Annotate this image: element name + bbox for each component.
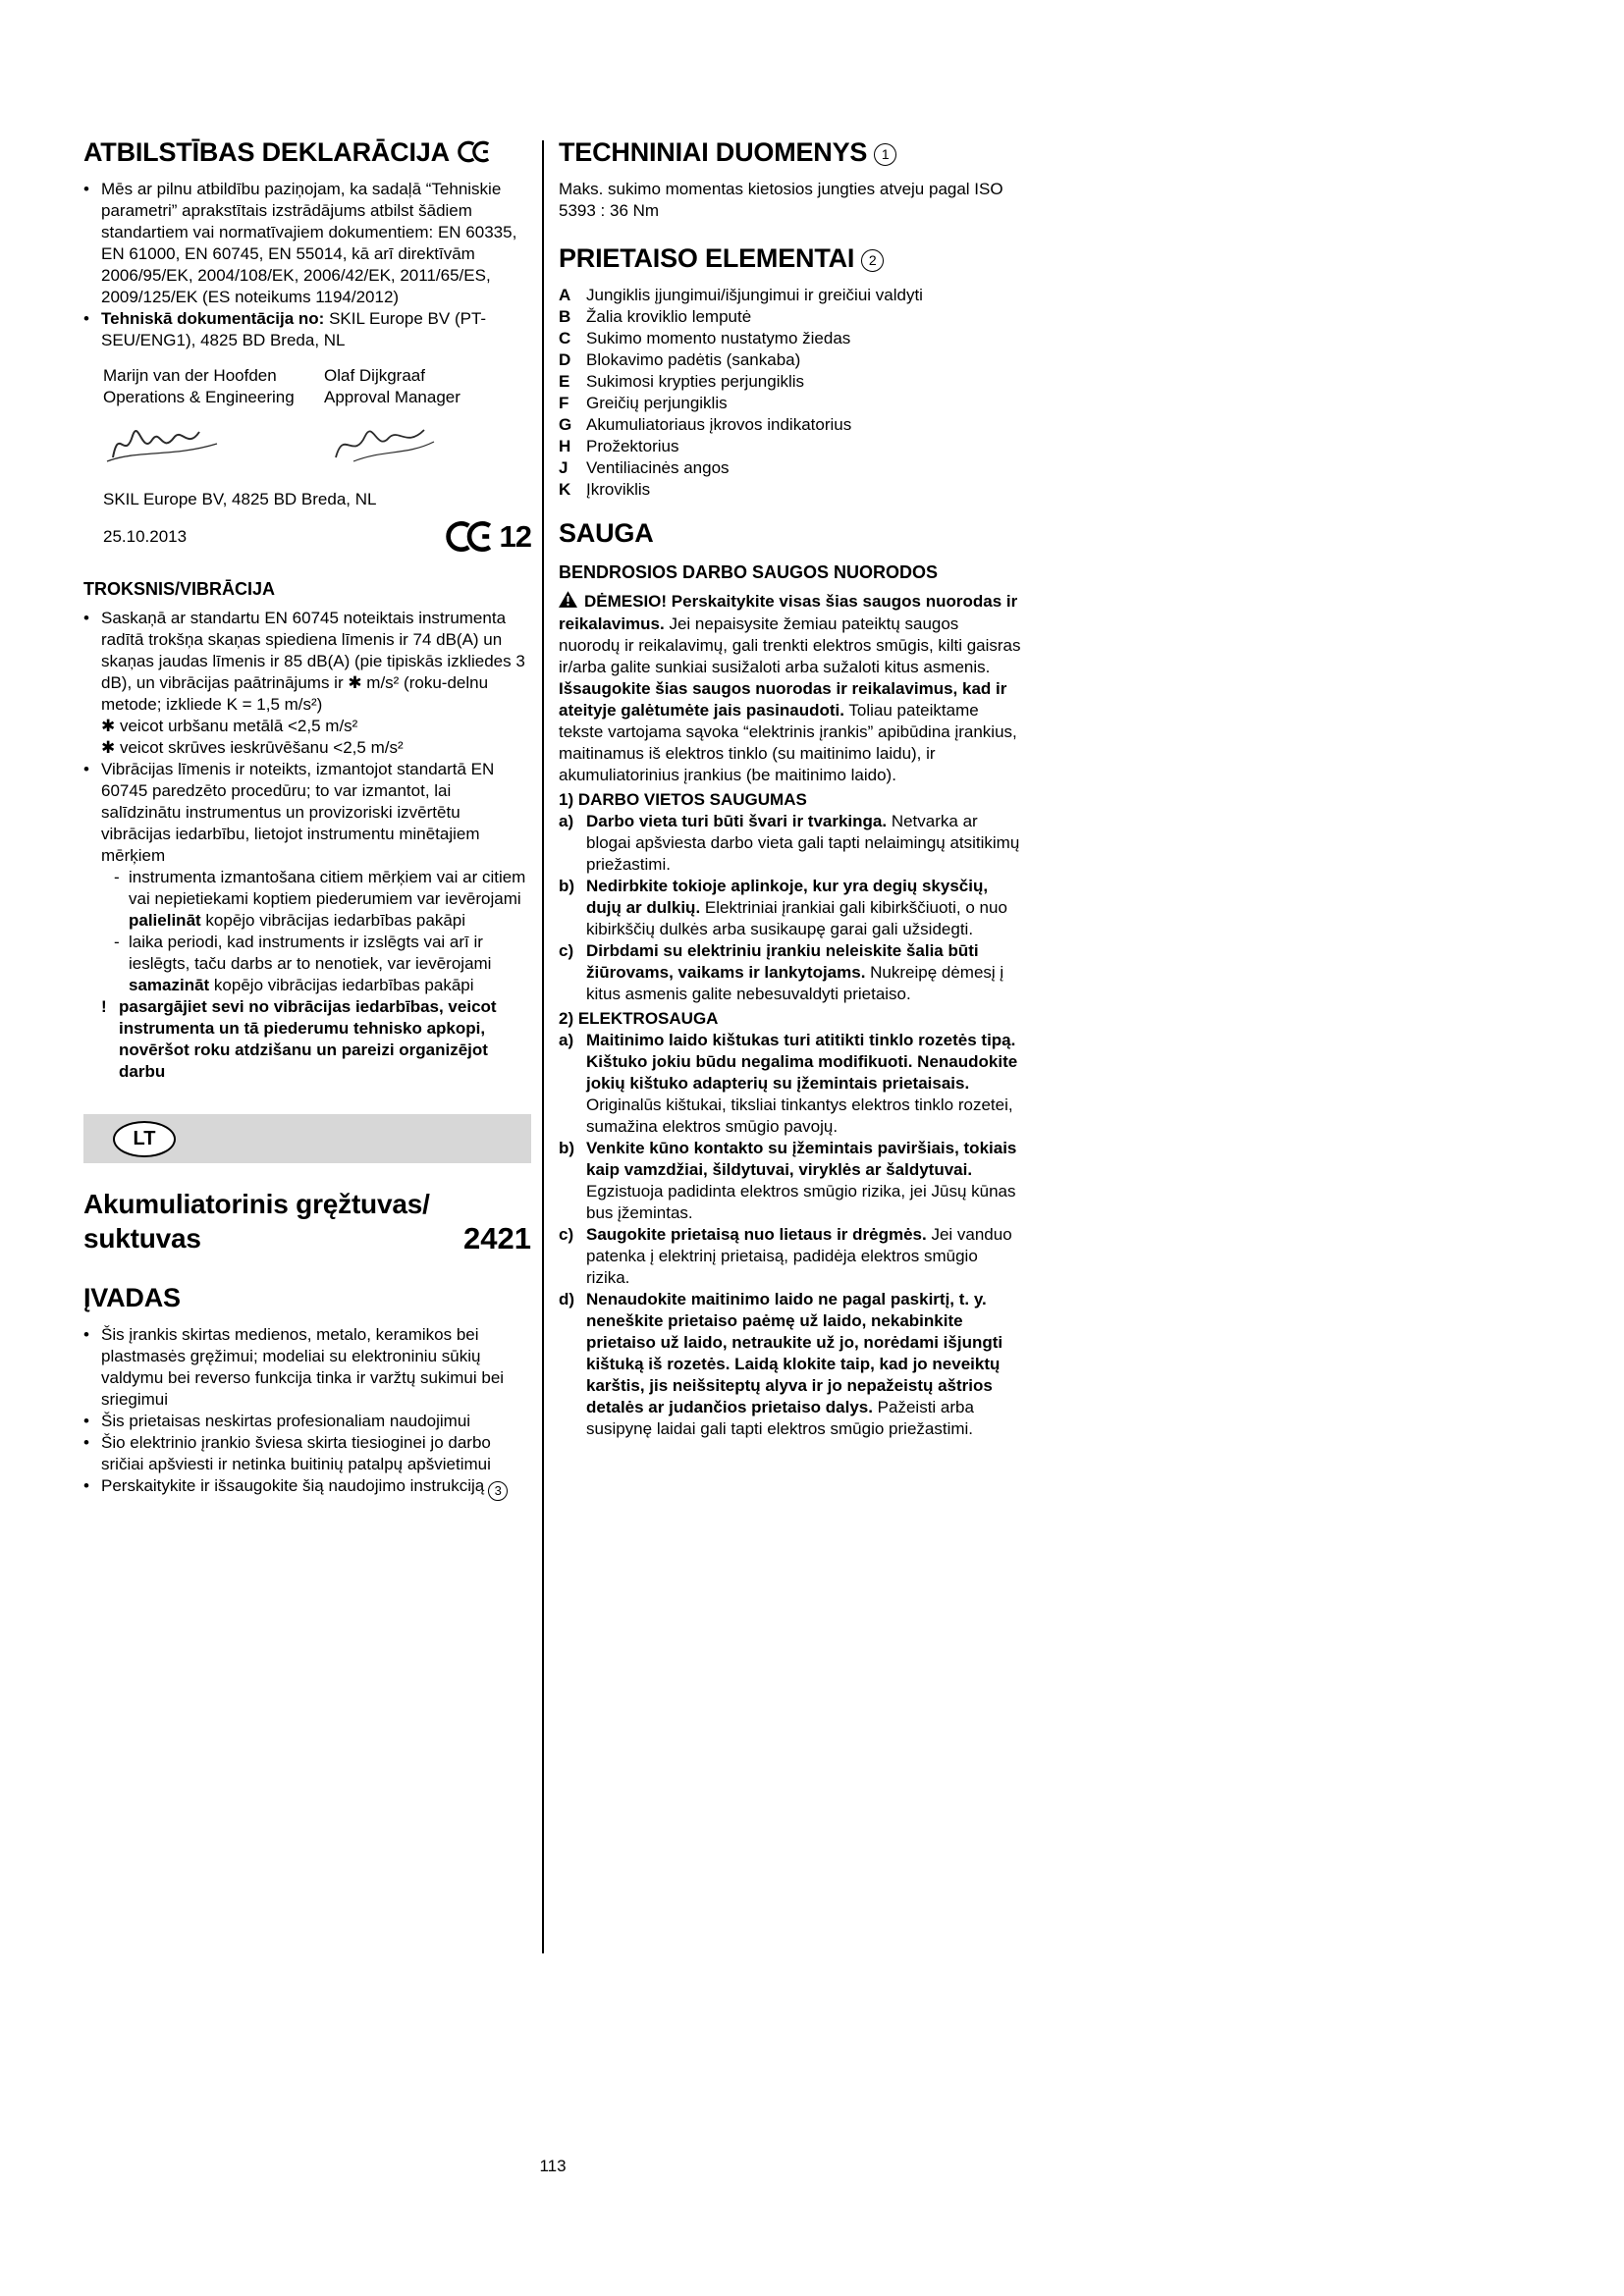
element-text: Greičių perjungiklis <box>586 394 728 412</box>
product-title <box>83 1187 430 1255</box>
ce12-mark <box>446 520 531 553</box>
element-letter: K <box>559 480 571 499</box>
bullet-marker: • <box>83 760 89 778</box>
bullet-marker: • <box>83 309 89 328</box>
safety-item <box>559 1224 1022 1289</box>
warning-note <box>101 996 531 1083</box>
safety-item <box>559 1030 1022 1138</box>
circled-number-3: 3 <box>488 1481 508 1501</box>
language-badge <box>113 1121 176 1157</box>
element-letter: J <box>559 458 568 477</box>
safety-item-letter: a) <box>559 1031 574 1049</box>
bullet-marker: • <box>83 180 89 198</box>
vibration-paragraph: Vibrācijas līmenis ir noteikts, izmantojot standartā EN 60745 paredzēto procedūru; to var izmantot, lai salīdzinātu instrumentus un provizoriski izvērtētu vibrācijas iedarbību, lietojot instrumentu minētajiem mērķiem <box>101 760 495 865</box>
list-item <box>83 1475 531 1501</box>
element-item <box>559 306 1022 328</box>
list-item-text <box>101 759 531 1083</box>
dash-marker: - <box>114 933 120 951</box>
element-text: Sukimosi krypties perjungiklis <box>586 372 805 391</box>
bullet-marker: • <box>83 1476 89 1495</box>
sub-list-item <box>101 867 531 932</box>
list-item <box>83 179 531 308</box>
declaration-statement: Mēs ar pilnu atbildību paziņojam, ka sadaļā “Tehniskie parametri” aprakstītais izstrādājums atbilst šādiem standartiem vai normatīvajiem dokumentiem: EN 60335, EN 61000, EN 60745, EN 55014, kā arī direktīvām 2006/95/EK, 2004/108/EK, 2006/42/EK, 2011/65/ES, 2009/125/EK (ES noteikums 1194/2012) <box>101 180 517 306</box>
right-column <box>559 137 1022 1440</box>
element-letter: A <box>559 286 571 304</box>
element-item <box>559 414 1022 436</box>
ce-mark-icon <box>446 520 498 553</box>
company-address: SKIL Europe BV, 4825 BD Breda, NL <box>103 490 377 508</box>
bullet-marker: • <box>83 1433 89 1452</box>
safety-item <box>559 876 1022 940</box>
tech-body: Maks. sukimo momentas kietosios jungties atveju pagal ISO 5393 : 36 Nm <box>559 180 1003 220</box>
signatory <box>324 365 460 408</box>
safety-item-text: Nedirbkite tokioje aplinkoje, kur yra degių skysčių, dujų ar dulkių. Elektriniai įrankiai gali kibirkščiuoti, o nuo kibirkščių dulkės arba susikaupę garai gali užsidegti. <box>586 877 1007 938</box>
safety-item-letter: c) <box>559 941 574 960</box>
dash-marker: - <box>114 868 120 886</box>
signature-image <box>324 418 442 473</box>
declaration-list <box>83 179 531 351</box>
sub-list-item-text: laika periodi, kad instruments ir izslēgts vai arī ir ieslēgts, taču darbs ar to nenotiek, var ievērojami samazināt kopējo vibrācijas iedarbības pakāpi <box>129 933 492 994</box>
signatory-name: Olaf Dijkgraaf <box>324 366 425 385</box>
exclamation-marker: ! <box>101 997 107 1016</box>
intro-item-text: Šio elektrinio įrankio šviesa skirta tiesioginei jo darbo sričiai apšviesti ir netinka buitinių patalpų apšvietimui <box>101 1433 491 1473</box>
product-header <box>83 1187 531 1255</box>
safety-title: SAUGA <box>559 518 654 548</box>
left-column <box>83 137 531 1501</box>
element-text: Žalia kroviklio lemputė <box>586 307 752 326</box>
safety-item-text: Saugokite prietaisą nuo lietaus ir drėgmės. Jei vanduo patenka į elektrinį prietaisą, padidėja elektros smūgio rizika. <box>586 1225 1012 1287</box>
element-item <box>559 436 1022 457</box>
list-item <box>83 759 531 1083</box>
element-text: Jungiklis įjungimui/išjungimui ir greičiui valdyti <box>586 286 923 304</box>
declaration-title-text: ATBILSTĪBAS DEKLARĀCIJA <box>83 137 450 167</box>
safety-section-heading: 1) DARBO VIETOS SAUGUMAS <box>559 790 807 809</box>
noise-vibration-list <box>83 608 531 1083</box>
date-and-ce-row <box>83 520 531 553</box>
safety-item-text: Maitinimo laido kištukas turi atitikti tinklo rozetės tipą. Kištuko jokiu būdu negalima modifikuoti. Nenaudokite jokių kištuko adapterių su įžemintais prietaisais. Originalūs kištukai, tiksliai tinkantys elektros tinklo rozetei, sumažina elektros smūgio pavojų. <box>586 1031 1018 1136</box>
technical-file-note: Tehniskā dokumentācija no: SKIL Europe BV (PT-SEU/ENG1), 4825 BD Breda, NL <box>101 309 487 349</box>
sub-list-item <box>101 932 531 996</box>
element-letter: F <box>559 394 569 412</box>
column-divider <box>542 140 544 1953</box>
noise-footnote: ✱ veicot urbšanu metālā <2,5 m/s² <box>101 717 358 735</box>
language-code: LT <box>133 1128 156 1149</box>
list-item <box>83 1432 531 1475</box>
noise-vibration-title: TROKSNIS/VIBRĀCIJA <box>83 579 276 599</box>
element-item <box>559 349 1022 371</box>
product-title-line: suktuvas <box>83 1223 201 1254</box>
signature-image <box>103 412 324 473</box>
intro-item-text: Šis įrankis skirtas medienos, metalo, keramikos bei plastmasės gręžimui; modeliai su elektroniniu sūkių valdymu bei reverso funkcija tinka ir varžtų sukimui bei sriegimui <box>101 1325 505 1409</box>
product-model-number: 2421 <box>463 1221 531 1255</box>
intro-item-text: Šis prietaisas neskirtas profesionaliam naudojimui <box>101 1412 471 1430</box>
element-text: Sukimo momento nustatymo žiedas <box>586 329 851 347</box>
product-title-line: Akumuliatorinis gręžtuvas/ <box>83 1189 430 1219</box>
noise-paragraph: Saskaņā ar standartu EN 60745 noteiktais instrumenta radītā trokšņa skaņas spiediena līmenis ir 74 dB(A) un skaņas jaudas līmenis ir 85 dB(A) (pie tipiskās izkliedes 3 dB), un vibrācijas paātrinājums ir ✱ m/s² (roku-delnu metode; izkliede K = 1,5 m/s²) <box>101 609 525 714</box>
safety-item-text: Nenaudokite maitinimo laido ne pagal paskirtį, t. y. neneškite prietaiso paėmę už laido, nekabinkite prietaiso už laido, netraukite už jo, norėdami išjungti kištuką iš rozetės. Laidą klokite taip, kad jo neveiktų karštis, jis neišsiteptų alyva ir jo nepažeistų aštrios detalės ar judančios prietaiso dalys. Pažeisti arba susipynę laidai gali tapti elektros smūgio priežastimi. <box>586 1290 1003 1438</box>
safety-item-letter: d) <box>559 1290 575 1308</box>
noise-footnote: ✱ veicot skrūves ieskrūvēšanu <2,5 m/s² <box>101 738 404 757</box>
safety-item <box>559 1138 1022 1224</box>
safety-warning-paragraph <box>559 591 1022 786</box>
element-text: Blokavimo padėtis (sankaba) <box>586 350 801 369</box>
intro-title: ĮVADAS <box>83 1283 181 1312</box>
tech-title <box>559 137 1022 167</box>
safety-warning-text: DĖMESIO! Perskaitykite visas šias saugos nuorodas ir reikalavimus. Jei nepaisysite žemiau pateiktų saugos nuorodų ir reikalavimų, gali trenkti elektros smūgis, kilti gaisras ir/arba galite sunkiai susižaloti arba sužaloti kitus asmenis. Išsaugokite šias saugos nuorodas ir reikalavimus, kad ir ateityje galėtumėte jais pasinaudoti. Toliau pateiktame tekste vartojama sąvoka “elektrinis įrankis” apibūdina įrankius, maitinamus iš elektros tinklo (su maitinimo laidu), ir akumuliatorinius įrankius (be maitinimo laido). <box>559 592 1021 784</box>
safety-item-letter: b) <box>559 1139 575 1157</box>
elements-list <box>559 285 1022 501</box>
declaration-date: 25.10.2013 <box>103 526 188 546</box>
signatures <box>83 416 531 473</box>
element-letter: G <box>559 415 572 434</box>
ce-notified-body-number: 12 <box>499 518 531 554</box>
list-item <box>83 308 531 351</box>
ce-mark-icon <box>458 140 494 163</box>
element-item <box>559 285 1022 306</box>
bullet-marker: • <box>83 609 89 627</box>
warning-icon <box>559 591 577 614</box>
safety-item <box>559 940 1022 1005</box>
element-text: Prožektorius <box>586 437 679 455</box>
list-item <box>83 608 531 759</box>
signatory-role: Approval Manager <box>324 388 460 406</box>
page-number: 113 <box>539 2157 567 2175</box>
safety-item-letter: c) <box>559 1225 574 1244</box>
intro-item-text: Perskaitykite ir išsaugokite šią naudojimo instrukciją <box>101 1476 485 1495</box>
elements-title-text: PRIETAISO ELEMENTAI <box>559 243 855 273</box>
element-letter: E <box>559 372 570 391</box>
signatory-role: Operations & Engineering <box>103 388 295 406</box>
signatory-name: Marijn van der Hoofden <box>103 366 277 385</box>
list-item <box>83 1324 531 1411</box>
element-item <box>559 479 1022 501</box>
circled-number-2: 2 <box>861 249 884 272</box>
circled-number-1: 1 <box>874 143 896 166</box>
signatory <box>103 365 324 408</box>
safety-subtitle: BENDROSIOS DARBO SAUGOS NUORODOS <box>559 562 939 582</box>
element-letter: B <box>559 307 571 326</box>
element-item <box>559 371 1022 393</box>
tech-title-text: TECHNINIAI DUOMENYS <box>559 137 868 167</box>
signatories <box>83 365 531 408</box>
list-item-text <box>101 608 531 759</box>
element-item <box>559 328 1022 349</box>
safety-item-text: Darbo vieta turi būti švari ir tvarkinga. Netvarka ar blogai apšviesta darbo vieta gali tapti nelaimingų atsitikimų priežastimi. <box>586 812 1020 874</box>
safety-item <box>559 811 1022 876</box>
element-text: Įkroviklis <box>586 480 651 499</box>
safety-item-text: Dirbdami su elektriniu įrankiu neleiskite šalia būti žiūrovams, vaikams ir lankytojams. Nukreipę dėmesį į kitus asmenis galite nebesuvaldyti prietaiso. <box>586 941 1004 1003</box>
elements-title <box>559 243 1022 273</box>
element-item <box>559 457 1022 479</box>
list-item <box>83 1411 531 1432</box>
safety-item-letter: b) <box>559 877 575 895</box>
element-text: Akumuliatoriaus įkrovos indikatorius <box>586 415 852 434</box>
element-item <box>559 393 1022 414</box>
warning-note-text: pasargājiet sevi no vibrācijas iedarbības, veicot instrumenta un tā piederumu tehnisko apkopi, novēršot roku atdzišanu un pareizi organizējot darbu <box>119 997 497 1081</box>
safety-item-letter: a) <box>559 812 574 830</box>
safety-item <box>559 1289 1022 1440</box>
safety-item-text: Venkite kūno kontakto su įžemintais paviršiais, tokiais kaip vamzdžiai, šildytuvai, viryklės ar šaldytuvai. Egzistuoja padidinta elektros smūgio rizika, jei Jūsų kūnas bus įžemintas. <box>586 1139 1017 1222</box>
sub-list-item-text: instrumenta izmantošana citiem mērķiem vai ar citiem vai nepietiekami koptiem piederumiem var ievērojami palielināt kopējo vibrācijas iedarbības pakāpi <box>129 868 526 930</box>
list-item-text <box>101 1475 531 1501</box>
safety-section-heading: 2) ELEKTROSAUGA <box>559 1009 719 1028</box>
bullet-marker: • <box>83 1325 89 1344</box>
element-letter: C <box>559 329 571 347</box>
element-letter: D <box>559 350 571 369</box>
element-letter: H <box>559 437 571 455</box>
bullet-marker: • <box>83 1412 89 1430</box>
declaration-title <box>83 137 531 167</box>
language-band <box>83 1114 531 1163</box>
intro-list <box>83 1324 531 1501</box>
element-text: Ventiliacinės angos <box>586 458 730 477</box>
